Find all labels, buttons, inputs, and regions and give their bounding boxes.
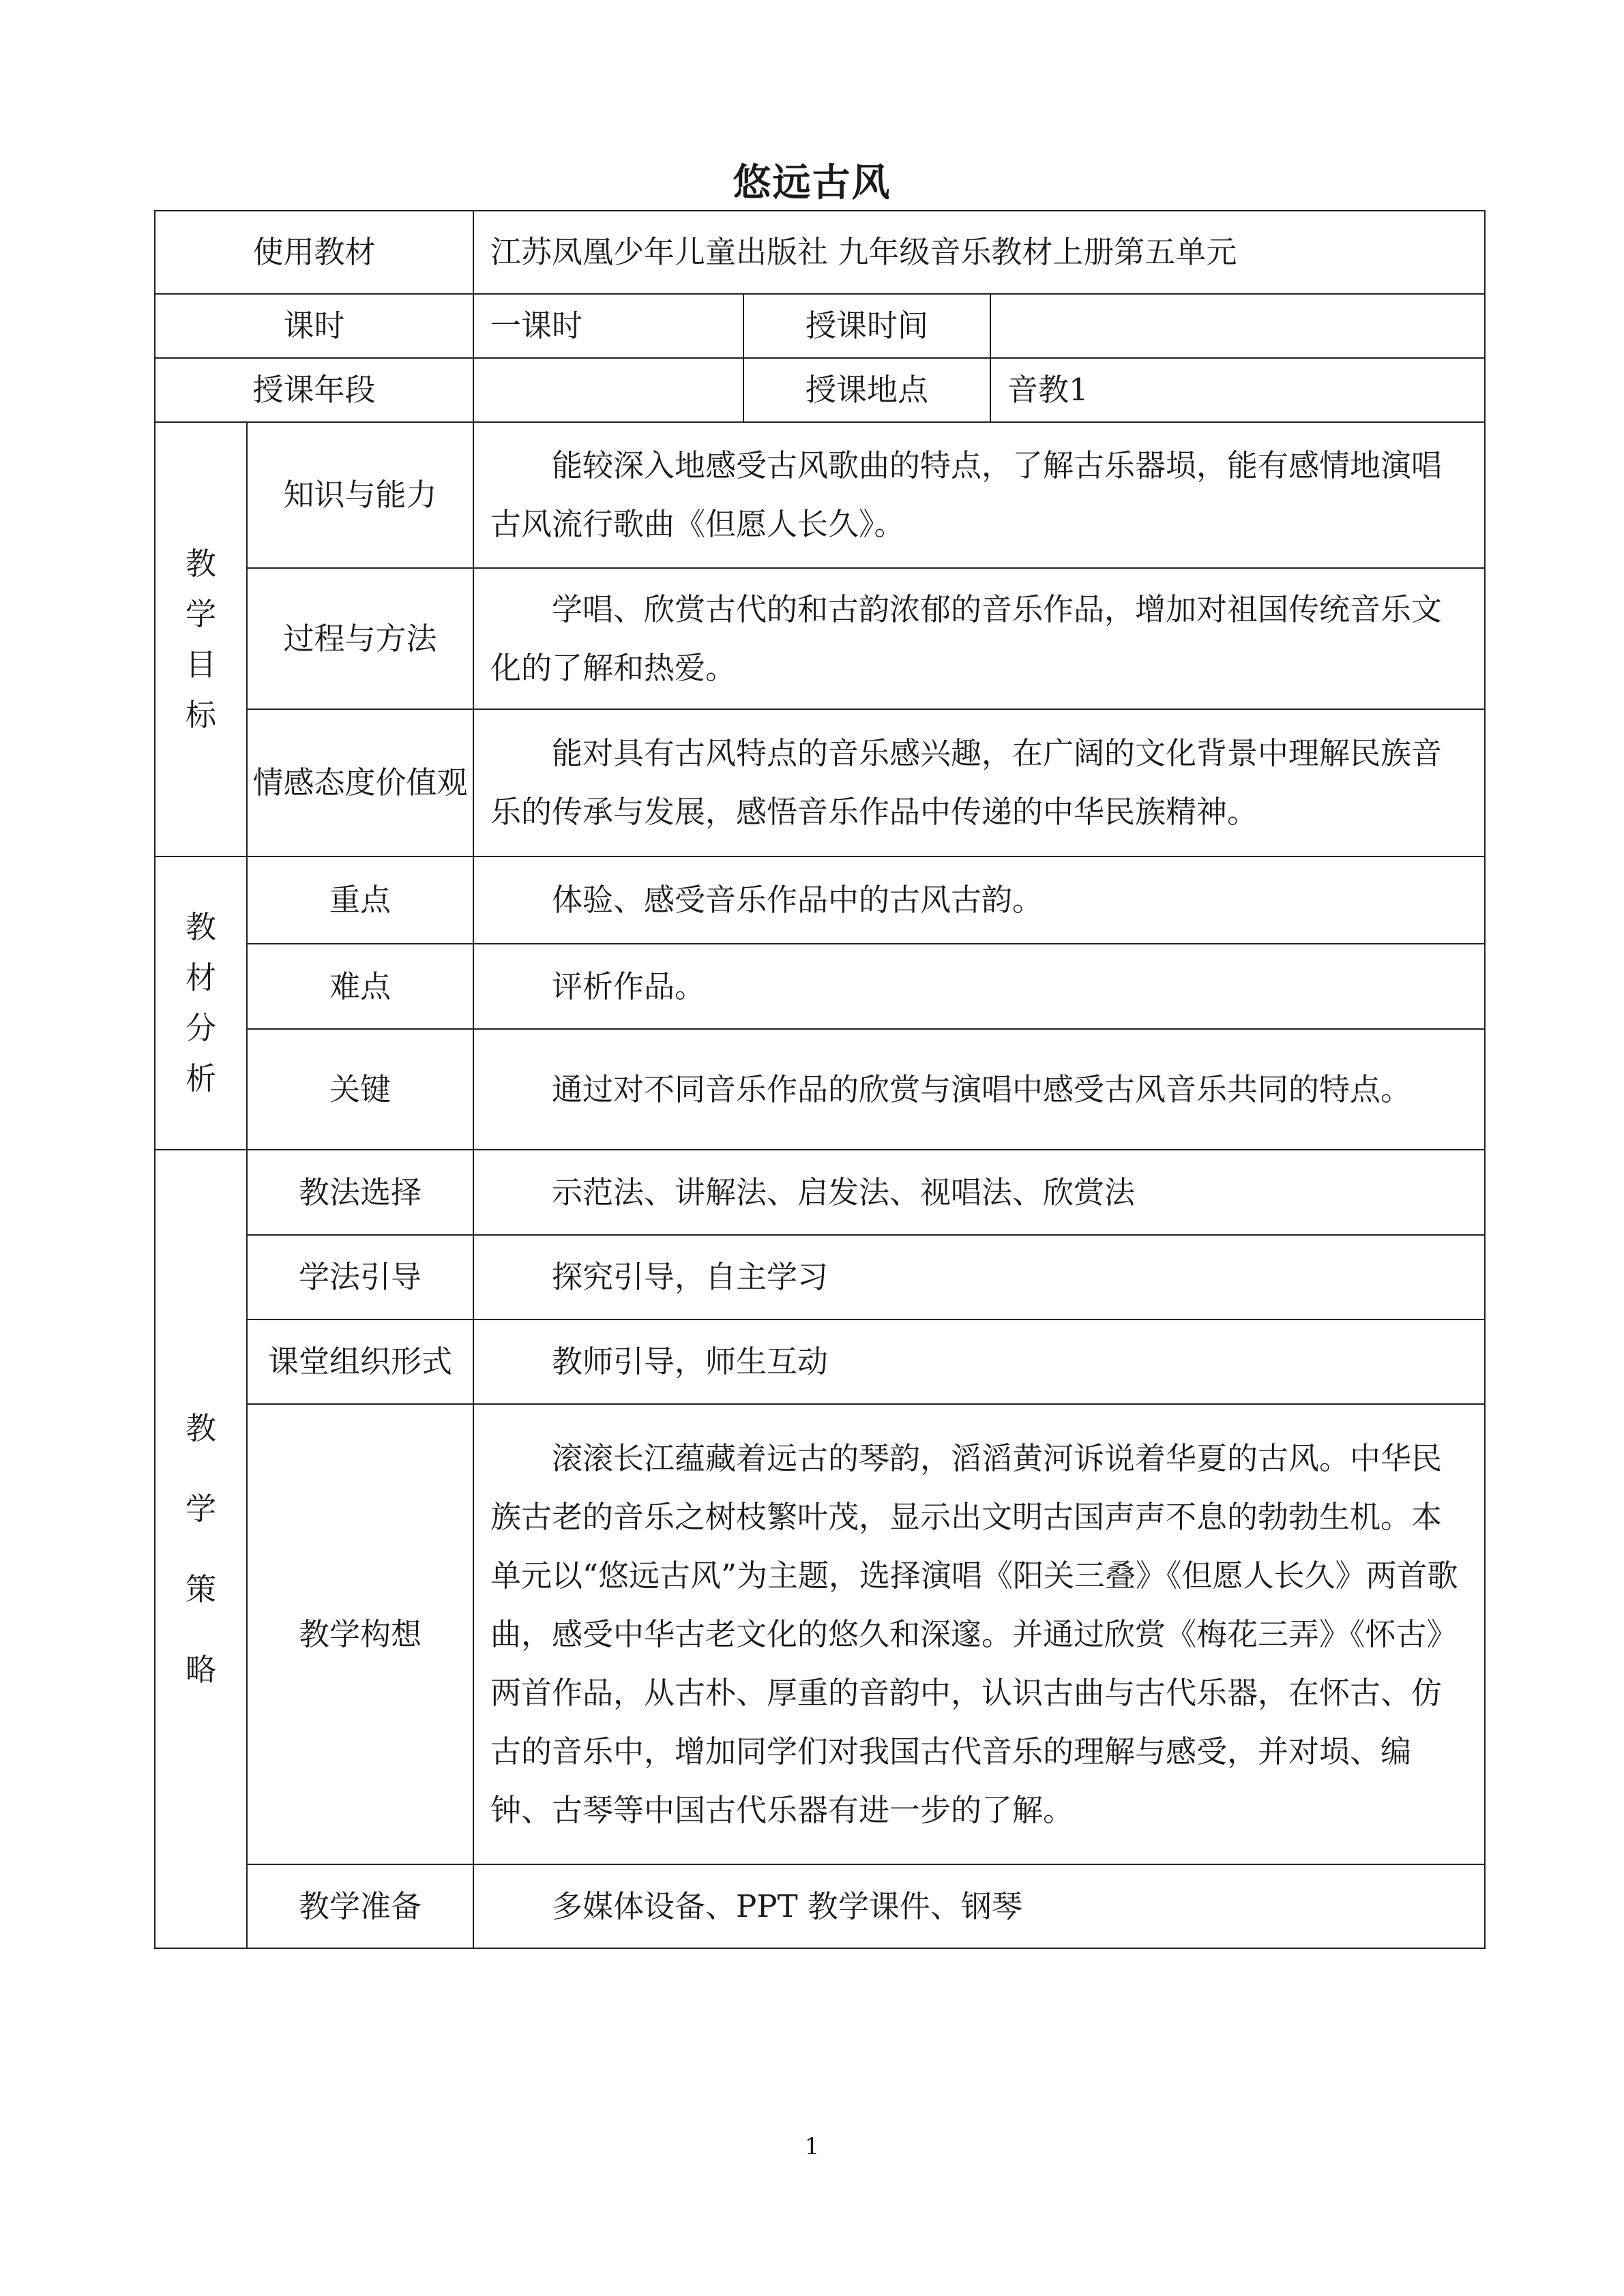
row-label: 过程与方法 [247,568,473,709]
row-label: 学法引导 [247,1235,473,1320]
category-char: 分 [185,1010,216,1046]
row-label: 情感态度价值观 [247,709,473,856]
category-char: 策 [185,1570,216,1607]
page-number: 1 [804,2133,820,2160]
period-row [155,294,1485,358]
grade-value [473,358,743,422]
location-value: 音教1 [990,358,1485,422]
strategy-row [155,1864,1485,1948]
textbook-value: 江苏凤凰少年儿童出版社 九年级音乐教材上册第五单元 [473,211,1485,294]
category-char: 标 [185,696,216,733]
strategy-row [155,1320,1485,1404]
row-text: 教师引导，师生互动 [473,1320,1485,1404]
row-text: 体验、感受音乐作品中的古风古韵。 [473,856,1485,944]
analysis-row [155,1029,1485,1150]
row-text: 能对具有古风特点的音乐感兴趣，在广阔的文化背景中理解民族音乐的传承与发展，感悟音乐作品中传递的中华民族精神。 [473,709,1485,856]
strategy-category [155,1150,247,1948]
row-text: 通过对不同音乐作品的欣赏与演唱中感受古风音乐共同的特点。 [473,1029,1485,1150]
textbook-label: 使用教材 [155,211,473,294]
grade-row [155,358,1485,422]
row-text: 探究引导，自主学习 [473,1235,1485,1320]
time-value [990,294,1485,358]
category-char: 学 [185,595,216,632]
category-char: 略 [185,1651,216,1688]
row-label: 知识与能力 [247,422,473,568]
strategy-row [155,1404,1485,1864]
category-char: 析 [185,1060,216,1097]
analysis-row [155,856,1485,944]
objective-row [155,568,1485,709]
row-label: 教学准备 [247,1864,473,1948]
time-label: 授课时间 [743,294,990,358]
category-char: 学 [185,1490,216,1527]
period-value: 一课时 [473,294,743,358]
category-char: 教 [185,1410,216,1446]
strategy-row [155,1150,1485,1235]
page-title: 悠远古风 [733,160,891,205]
location-label: 授课地点 [743,358,990,422]
row-text: 多媒体设备、PPT 教学课件、钢琴 [473,1864,1485,1948]
row-label: 关键 [247,1029,473,1150]
objective-row [155,709,1485,856]
row-label: 教法选择 [247,1150,473,1235]
grade-label: 授课年段 [155,358,473,422]
row-text: 滚滚长江蕴藏着远古的琴韵，滔滔黄河诉说着华夏的古风。中华民族古老的音乐之树枝繁叶茂，显示出文明古国声声不息的勃勃生机。本单元以“悠远古风”为主题，选择演唱《阳关三叠》《但愿人长久》两首歌曲，感受中华古老文化的悠久和深邃。并通过欣赏《梅花三弄》《怀古》两首作品，从古朴、厚重的音韵中，认识古曲与古代乐器，在怀古、仿古的音乐中，增加同学们对我国古代音乐的理解与感受，并对埙、编钟、古琴等中国古代乐器有进一步的了解。 [473,1404,1485,1864]
analysis-row [155,944,1485,1029]
row-label: 难点 [247,944,473,1029]
category-char: 教 [185,909,216,945]
row-label: 教学构想 [247,1404,473,1864]
row-text: 评析作品。 [473,944,1485,1029]
period-label: 课时 [155,294,473,358]
category-char: 目 [185,646,216,683]
row-label: 重点 [247,856,473,944]
lesson-plan-table [154,210,1486,1949]
row-label: 课堂组织形式 [247,1320,473,1404]
objective-row [155,422,1485,568]
textbook-row [155,211,1485,294]
row-text: 学唱、欣赏古代的和古韵浓郁的音乐作品，增加对祖国传统音乐文化的了解和热爱。 [473,568,1485,709]
objectives-category [155,422,247,856]
strategy-row [155,1235,1485,1320]
category-char: 材 [185,959,216,996]
row-text: 能较深入地感受古风歌曲的特点，了解古乐器埙，能有感情地演唱古风流行歌曲《但愿人长久》。 [473,422,1485,568]
category-char: 教 [185,545,216,582]
analysis-category [155,856,247,1150]
row-text: 示范法、讲解法、启发法、视唱法、欣赏法 [473,1150,1485,1235]
